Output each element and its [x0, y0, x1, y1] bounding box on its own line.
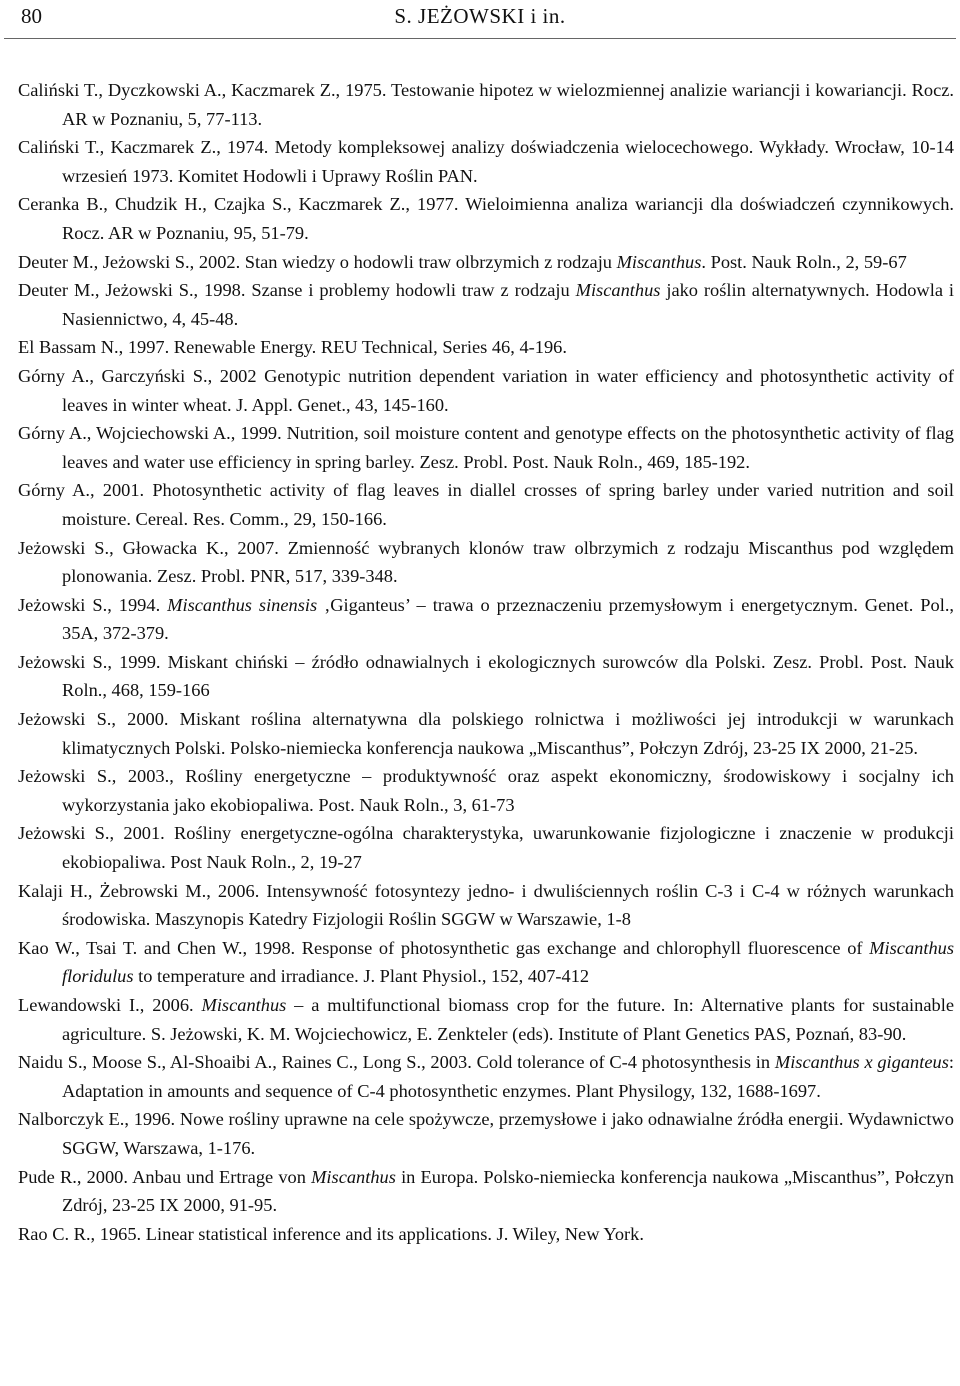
reference-text: Lewandowski I., 2006. [18, 995, 202, 1015]
reference-calinski-1975 [18, 76, 954, 133]
reference-text: in Europa. Polsko-niemiecka konferencja naukowa „Miscanthus”, Połczyn Zdrój, 23-25 IX 2000, 91-95. [62, 1166, 955, 1216]
reference-italic-text: Miscanthus [311, 1166, 396, 1187]
reference-rao-1965 [18, 1220, 954, 1249]
reference-italic-text: Miscanthus floridulus [62, 937, 954, 987]
reference-text: Pude R., 2000. Anbau und Ertrage von [18, 1166, 312, 1187]
reference-text: Naidu S., Moose S., Al-Shoaibi A., Raines C., Long S., 2003. Cold tolerance of C-4 photosynthesis in [18, 1052, 775, 1073]
reference-text: Kalaji H., Żebrowski M., 2006. Intensywność fotosyntezy jedno- i dwuliściennych roślin C-3 i C-4 w różnych warunkach środowiska. Maszynopis Katedry Fizjologii Roślin SGGW w Warszawie, 1-8 [18, 880, 954, 930]
reference-gorny-2001 [18, 476, 954, 533]
reference-text: Jeżowski S., 1999. Miskant chiński – źródło odnawialnych i ekologicznych surowców dla Polski. Zesz. Probl. Post. Nauk Roln., 468, 159-166 [18, 651, 954, 701]
reference-text: Górny A., Wojciechowski A., 1999. Nutrition, soil moisture content and genotype effects on the photosynthetic activity of flag leaves and water use efficiency in spring barley. Zesz. Probl. Post. Nauk Roln., 469, 185-192. [18, 423, 954, 472]
reference-jezowski-2007 [18, 534, 954, 591]
header-rule [4, 38, 956, 39]
reference-deuter-1998 [18, 276, 954, 333]
reference-kalaji-2006 [18, 877, 954, 934]
reference-text: Górny A., Garczyński S., 2002 Genotypic nutrition dependent variation in water efficiency and photosynthetic activity of leaves in winter wheat. J. Appl. Genet., 43, 145-160. [18, 365, 954, 415]
reference-text: Jeżowski S., 2001. Rośliny energetyczne-ogólna charakterystyka, uwarunkowanie fizjologiczne i znaczenie w produkcji ekobiopaliwa. Post Nauk Roln., 2, 19-27 [18, 823, 954, 873]
reference-text: . Post. Nauk Roln., 2, 59-67 [701, 251, 907, 272]
reference-jezowski-2001 [18, 819, 954, 876]
running-head: S. JEŻOWSKI i in. [394, 4, 566, 28]
reference-text: El Bassam N., 1997. Renewable Energy. REU Technical, Series 46, 4-196. [18, 337, 567, 358]
reference-text: Górny A., 2001. Photosynthetic activity of flag leaves in diallel crosses of spring barley under varied nutrition and soil moisture. Cereal. Res. Comm., 29, 150-166. [18, 480, 954, 529]
reference-ceranka-1977 [18, 190, 954, 247]
reference-text: Caliński T., Kaczmarek Z., 1974. Metody kompleksowej analizy doświadczenia wielocechowego. Wykłady. Wrocław, 10-14 wrzesień 1973. Komitet Hodowli i Uprawy Roślin PAN. [18, 137, 954, 186]
reference-jezowski-2000 [18, 705, 954, 762]
reference-calinski-1974 [18, 133, 954, 190]
reference-lewandowski-2006 [18, 991, 954, 1048]
reference-italic-text: Miscanthus sinensis [167, 594, 318, 615]
reference-deuter-2002 [18, 248, 954, 277]
reference-text: Ceranka B., Chudzik H., Czajka S., Kaczmarek Z., 1977. Wieloimienna analiza wariancji dla doświadczeń czynnikowych. Rocz. AR w Poznaniu, 95, 51-79. [18, 194, 954, 243]
page-number: 80 [21, 4, 42, 28]
reference-jezowski-2003 [18, 762, 954, 819]
reference-text: – a multifunctional biomass crop for the future. In: Alternative plants for sustainable agriculture. S. Jeżowski, K. M. Wojciechowicz, E. Zenkteler (eds). Institute of Plant Genetics PAS, Poznań, 83-90. [62, 995, 954, 1044]
reference-elbassam-1997 [18, 333, 954, 362]
page-header [0, 0, 960, 40]
reference-text: Deuter M., Jeżowski S., 2002. Stan wiedzy o hodowli traw olbrzymich z rodzaju [18, 251, 617, 272]
reference-kao-1998 [18, 934, 954, 991]
reference-italic-text: Miscanthus [201, 995, 287, 1015]
reference-text: Jeżowski S., Głowacka K., 2007. Zmienność wybranych klonów traw olbrzymich z rodzaju Miscanthus pod względem plonowania. Zesz. Probl. PNR, 517, 339-348. [18, 537, 954, 587]
reference-italic-text: Miscanthus x giganteus [774, 1052, 949, 1073]
reference-gorny-2002 [18, 362, 954, 419]
reference-naidu-2003 [18, 1048, 954, 1105]
reference-text: Kao W., Tsai T. and Chen W., 1998. Response of photosynthetic gas exchange and chlorophyll fluorescence of [18, 937, 870, 958]
reference-italic-text: Miscanthus [575, 280, 661, 301]
reference-list [18, 76, 954, 1248]
reference-nalborczyk-1996 [18, 1105, 954, 1162]
reference-jezowski-1994 [18, 591, 954, 648]
reference-text: Deuter M., Jeżowski S., 1998. Szanse i problemy hodowli traw z rodzaju [18, 280, 576, 301]
reference-text: Jeżowski S., 2000. Miskant roślina alternatywna dla polskiego rolnictwa i możliwości jej introdukcji w warunkach klimatycznych Polski. Polsko-niemiecka konferencja naukowa „Miscanthus”, Połczyn Zdrój, 23-25 IX 2000, 21-25. [18, 709, 954, 758]
reference-text: Caliński T., Dyczkowski A., Kaczmarek Z., 1975. Testowanie hipotez w wielozmiennej analizie wariancji i kowariancji. Rocz. AR w Poznaniu, 5, 77-113. [18, 80, 954, 129]
reference-text: Nalborczyk E., 1996. Nowe rośliny uprawne na cele spożywcze, przemysłowe i jako odnawialne źródła energii. Wydawnictwo SGGW, Warszawa, 1-176. [18, 1109, 954, 1158]
reference-gorny-1999 [18, 419, 954, 476]
reference-italic-text: Miscanthus [616, 251, 702, 272]
reference-text: : Adaptation in amounts and sequence of C-4 photosynthetic enzymes. Plant Physilogy, 132, 1688-1697. [62, 1052, 955, 1101]
reference-text: Jeżowski S., 2003., Rośliny energetyczne – produktywność oraz aspekt ekonomiczny, środowiskowy i socjalny ich wykorzystania jako ekobiopaliwa. Post. Nauk Roln., 3, 61-73 [18, 766, 954, 815]
reference-text: jako roślin alternatywnych. Hodowla i Nasiennictwo, 4, 45-48. [62, 280, 955, 329]
reference-text: ‚Giganteus’ – trawa o przeznaczeniu przemysłowym i energetycznym. Genet. Pol., 35A, 372-379. [62, 594, 955, 644]
reference-pude-2000 [18, 1163, 954, 1220]
reference-jezowski-1999 [18, 648, 954, 705]
reference-text: Jeżowski S., 1994. [18, 594, 168, 615]
reference-text: Rao C. R., 1965. Linear statistical inference and its applications. J. Wiley, New York. [18, 1223, 644, 1244]
reference-text: to temperature and irradiance. J. Plant Physiol., 152, 407-412 [133, 966, 590, 987]
